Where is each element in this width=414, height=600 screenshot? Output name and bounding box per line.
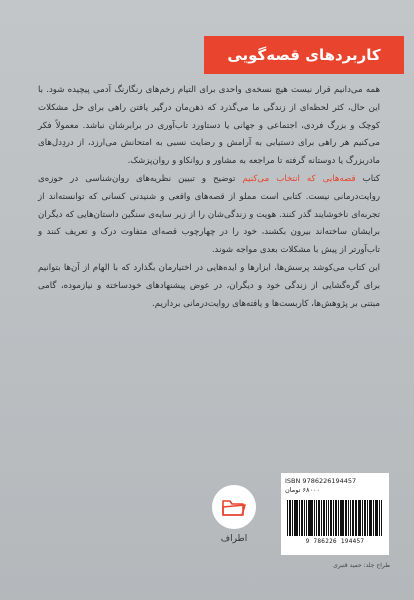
barcode-bar xyxy=(356,500,357,536)
barcode-digits: 9 786226 194457 xyxy=(305,538,365,545)
barcode-bar xyxy=(326,500,327,536)
barcode-bar xyxy=(369,500,370,536)
isbn-text: ISBN 9786226194457 xyxy=(285,477,357,485)
price-text: ۶۸۰۰۰ تومان xyxy=(285,486,320,494)
barcode-bar xyxy=(306,500,307,536)
barcode-bar xyxy=(370,500,372,536)
barcode-bar xyxy=(321,500,322,536)
barcode-bar xyxy=(318,500,320,536)
barcode-bar xyxy=(314,500,315,536)
barcode-bar xyxy=(294,500,295,536)
barcode-bar xyxy=(367,500,368,536)
barcode-bar xyxy=(358,500,361,536)
barcode-bar xyxy=(299,500,300,536)
barcode-bar xyxy=(345,500,347,536)
blurb-paragraph-1: همه می‌دانیم قرار نیست هیچ نسخه‌ی واحدی برای التیام زخم‌های رنگارنگ آدمی پیچیده شود. با این حال، کثر لحظه‌ای از زندگی ما می‌گذرد که ذهن‌مان درگیر یافتن راهی برای حل مشکلات کوچک و بزرگ فردی، اجتماعی و جهانی یا دستاورد تاب‌آوری در برابرشان نباشد. معمولاً فکر می‌کنیم هر راهی برای دستیابی به آرامش و رضایت نسبی به امتحانش می‌ارزد، از دردِدل‌های مادربزرگ یا دوستانه گرفته تا مراجعه به مشاور و روانکاو و روان‌پزشک. xyxy=(38,85,380,167)
barcode-bar xyxy=(338,500,339,536)
barcode-bar xyxy=(340,500,341,536)
barcode-bar xyxy=(304,500,305,536)
barcode-bar xyxy=(323,500,326,536)
blurb-paragraph-2-rest: توضیح و تبیین نظریه‌های روان‌شناسی در حوزه‌ی روایت‌درمانی نیست. کتابی است مملو از قصه‌های واقعی و شنیدنی کسانی که توانسته‌اند از تجربه‌ای ناخوشایند گذر کنند. هویت و زندگی‌شان را از زیر سایه‌ی سنگین داستان‌هایی که دیگران برایشان ساخته‌اند بیرون بکشند، خود را در چهارچوب قصه‌ای متفاوت درک و تعریف کنند و تاب‌آورتر از پیش با مشکلات بعدی مواجه شوند. xyxy=(38,173,380,256)
blurb-paragraph-2-prefix: کتاب xyxy=(362,173,381,184)
barcode-bar xyxy=(350,500,351,536)
barcode xyxy=(287,500,383,536)
title-banner xyxy=(204,36,404,74)
barcode-bar xyxy=(310,500,313,536)
publisher-logo-badge xyxy=(212,485,256,529)
barcode-bar xyxy=(292,500,293,536)
barcode-bar xyxy=(364,500,366,536)
barcode-bar xyxy=(373,500,374,536)
barcode-bar xyxy=(355,500,356,536)
barcode-bar xyxy=(348,500,349,536)
blurb-paragraph-3: این کتاب می‌کوشد پرسش‌ها، ابزارها و ایده‌هایی در اختیارمان بگذارد که با الهام از آن‌ها بتوانیم برای گره‌گشایی از زندگی خود و دیگران، در عوض پیشنهادهای خودساخته و نیازموده، گامی مبتنی بر پژوهش‌ها، کاربست‌ها و یافته‌های روایت‌درمانی برداریم. xyxy=(38,262,380,309)
barcode-bar xyxy=(295,500,298,536)
barcode-bar xyxy=(379,500,380,536)
blurb-paragraph-2 xyxy=(38,171,380,260)
barcode-bar xyxy=(375,500,378,536)
book-title: کاربردهای قصه‌گویی xyxy=(227,46,381,64)
book-title-highlight: قصه‌هایی که انتخاب می‌کنیم xyxy=(242,173,356,184)
barcode-bar xyxy=(301,500,303,536)
barcode-bar xyxy=(328,500,329,536)
designer-credit: طراح جلد: حمید قنبری xyxy=(333,562,390,569)
folder-icon xyxy=(221,496,247,518)
barcode-bar xyxy=(362,500,363,536)
barcode-bar xyxy=(352,500,354,536)
publisher-name: اطراف xyxy=(220,534,248,544)
barcode-bar xyxy=(333,500,334,536)
barcode-bar xyxy=(316,500,317,536)
barcode-bar xyxy=(341,500,344,536)
barcode-bar xyxy=(287,500,288,536)
barcode-bar xyxy=(330,500,332,536)
barcode-bar xyxy=(308,500,310,536)
barcode-bar xyxy=(381,500,382,536)
barcode-bar xyxy=(335,500,337,536)
barcode-bar xyxy=(289,500,291,536)
blurb-text xyxy=(38,82,380,313)
